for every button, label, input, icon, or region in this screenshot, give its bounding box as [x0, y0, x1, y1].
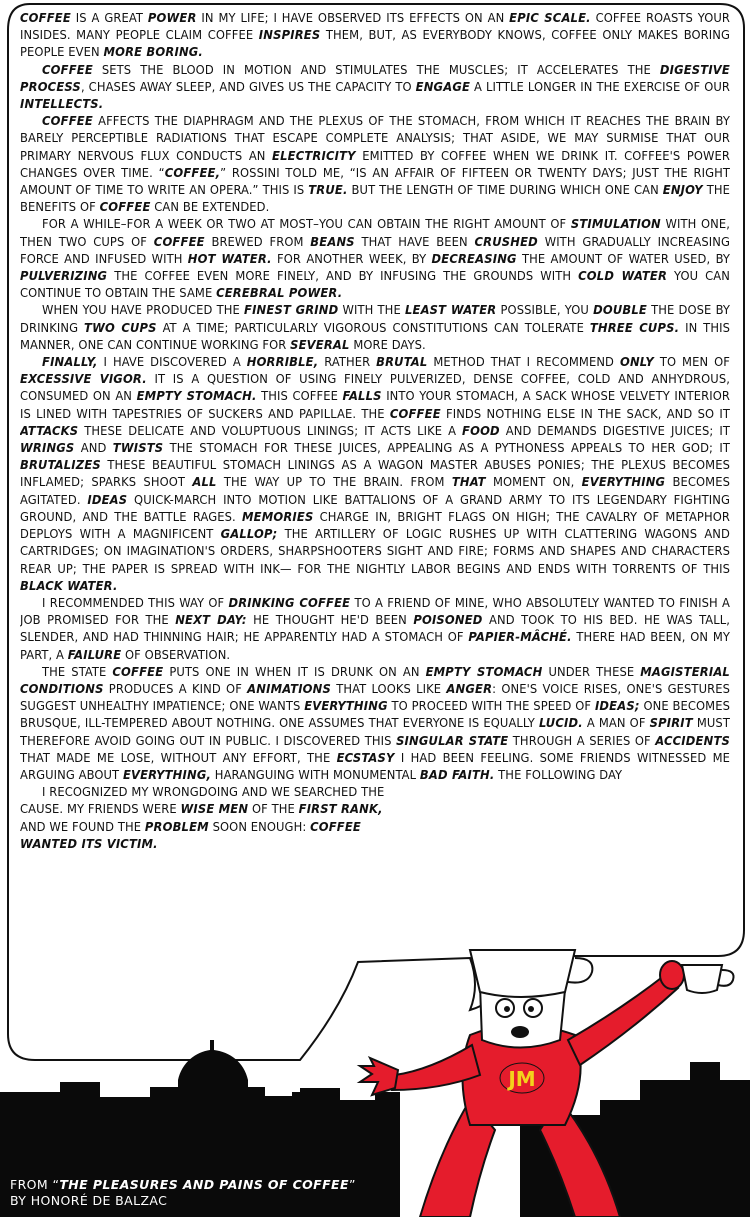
text-run: AND — [74, 441, 113, 457]
emphasized-text: LUCID. — [538, 716, 583, 732]
emphasized-text: MAGISTERIAL CONDITIONS — [20, 664, 730, 697]
emphasized-text: BLACK WATER. — [20, 578, 118, 594]
text-run: AND WE FOUND THE — [20, 819, 145, 835]
text-run: WHEN YOU HAVE PRODUCED THE — [42, 303, 244, 319]
source-caption — [10, 1177, 480, 1209]
emphasized-text: COFFEE, — [164, 165, 221, 181]
emphasized-text: FIRST RANK, — [298, 802, 383, 818]
text-run: HARANGUING WITH MONUMENTAL — [211, 767, 420, 783]
text-run: AT A TIME; PARTICULARLY VIGOROUS CONSTITUTIONS CAN TOLERATE — [156, 320, 590, 336]
emphasized-text: COFFEE — [42, 114, 93, 130]
emphasized-text: ANGER — [446, 681, 493, 697]
emphasized-text: PULVERIZING — [20, 269, 108, 285]
text-run: TO A FRIEND OF MINE, WHO ABSOLUTELY WANTED TO FINISH A JOB PROMISED FOR THE — [20, 595, 730, 629]
paragraph-6 — [20, 354, 730, 595]
text-run: THE AMOUNT OF WATER USED, BY — [516, 251, 730, 267]
text-run: YOU CAN CONTINUE TO OBTAIN THE SAME — [20, 269, 730, 302]
text-run: WITH ONE, THEN TWO CUPS OF — [20, 217, 730, 250]
emphasized-text: ENJOY — [662, 183, 703, 199]
emphasized-text: THAT — [451, 475, 486, 491]
text-run: , CHASES AWAY SLEEP, AND GIVES US THE CAPACITY TO — [80, 79, 416, 95]
text-run: HE THOUGHT HE'D BEEN — [246, 613, 414, 629]
text-run: WITH THE — [338, 303, 405, 319]
text-run: COFFEE ROASTS YOUR INSIDES. MANY PEOPLE CLAIM COFFEE — [20, 11, 730, 44]
emphasized-text: EVERYTHING — [581, 475, 666, 491]
text-run: BY HONORÉ DE BALZAC — [10, 1193, 168, 1208]
emphasized-text: FOOD — [462, 423, 500, 439]
text-run: TO PROCEED WITH THE SPEED OF — [387, 699, 595, 715]
text-run: I RECOMMENDED THIS WAY OF — [42, 595, 229, 611]
emphasized-text: ANIMATIONS — [247, 681, 331, 697]
text-run: ” ROSSINI TOLD ME, “IS AN AFFAIR OF FIFTEEN OR TWENTY DAYS; JUST THE RIGHT AMOUNT OF TIME TO WRITE AN OPERA.” THIS IS — [20, 165, 730, 199]
emphasized-text: DOUBLE — [593, 303, 647, 319]
text-run: WITH GRADUALLY INCREASING FORCE AND INFUSED WITH — [20, 234, 730, 267]
emphasized-text: SINGULAR STATE — [396, 733, 509, 749]
text-run: INTO YOUR STOMACH, A SACK WHOSE VELVETY INTERIOR IS LINED WITH TAPESTRIES OF SUCKERS AND PAPILLAE. THE — [20, 389, 730, 422]
emphasized-text: EMPTY STOMACH. — [136, 389, 257, 405]
hero-left-hand — [360, 1058, 398, 1095]
text-run: BREWED FROM — [204, 234, 311, 250]
emphasized-text: SEVERAL — [290, 337, 350, 353]
text-run: POSSIBLE, YOU — [496, 303, 594, 319]
text-run: FINDS NOTHING ELSE IN THE SACK, AND SO IT — [440, 406, 730, 422]
emphasized-text: FINALLY, — [42, 355, 98, 371]
emphasized-text: DIGESTIVE PROCESS — [20, 62, 730, 95]
emphasized-text: EVERYTHING, — [122, 767, 212, 783]
text-run: THESE BEAUTIFUL STOMACH LININGS AS A WAGON MASTER ABUSES PONIES; THE PLEXUS BECOMES INFLAMED; SPARKS SHOOT — [20, 458, 730, 491]
emphasized-text: PROBLEM — [144, 819, 209, 835]
text-run: BECOMES AGITATED. — [20, 475, 730, 508]
emphasized-text: FALLS — [342, 389, 382, 405]
emphasized-text: COLD WATER — [578, 269, 668, 285]
emphasized-text: ONLY — [619, 355, 654, 371]
text-run: RATHER — [318, 355, 377, 371]
emphasized-text: EVERYTHING — [304, 699, 388, 715]
emphasized-text: INSPIRES — [258, 28, 321, 44]
hero-emblem-letters: JM — [508, 1067, 536, 1091]
emphasized-text: EMPTY STOMACH — [425, 664, 543, 680]
emphasized-text: COFFEE — [153, 234, 205, 250]
emphasized-text: TWISTS — [112, 441, 164, 457]
text-run: MOMENT ON, — [485, 475, 582, 491]
emphasized-text: THE PLEASURES AND PAINS OF COFFEE — [59, 1177, 349, 1192]
emphasized-text: EPIC SCALE. — [509, 11, 591, 26]
skyline-tower-top — [690, 1062, 720, 1082]
text-run: A MAN OF — [582, 716, 650, 732]
emphasized-text: LEAST WATER — [404, 303, 497, 319]
emphasized-text: MEMORIES — [241, 509, 314, 525]
text-run: QUICK-MARCH INTO MOTION LIKE BATTALIONS OF A GRAND ARMY TO ITS LEGENDARY FIGHTING GROUND, AND THE BATTLE RAGES. — [20, 492, 730, 525]
emphasized-text: SPIRIT — [649, 716, 693, 732]
emphasized-text: TWO CUPS — [84, 320, 157, 336]
text-run: AND DEMANDS DIGESTIVE JUICES; IT — [499, 423, 730, 439]
text-run: THAT HAVE BEEN — [354, 234, 475, 250]
speech-bubble-text — [20, 10, 730, 1060]
text-run: AFFECTS THE DIAPHRAGM AND THE PLEXUS OF THE STOMACH, FROM WHICH IT REACHES THE BRAIN BY BARELY PERCEPTIBLE RADIATIONS THAT ESCAPE COMPLETE ANALYSIS; THAT ASIDE, WE MAY SURMISE THAT OUR PRIMARY NERVOUS FLUX CONDUCTS AN — [20, 114, 730, 164]
emphasized-text: ELECTRICITY — [272, 148, 356, 164]
emphasized-text: WISE MEN — [180, 802, 249, 818]
text-run: THEM, BUT, AS EVERYBODY KNOWS, COFFEE ONLY MAKES BORING PEOPLE EVEN — [20, 28, 730, 61]
text-run: I HAVE DISCOVERED A — [97, 355, 247, 371]
paragraph-1 — [20, 10, 730, 62]
text-run: THERE HAD BEEN, ON MY PART, A — [20, 630, 730, 663]
text-run: CHARGE IN, BRIGHT FLAGS ON HIGH; THE CAVALRY OF METAPHOR DEPLOYS WITH A MAGNIFICENT — [20, 509, 730, 543]
text-run: THESE DELICATE AND VOLUPTUOUS LININGS; IT ACTS LIKE A — [78, 423, 463, 439]
text-run: EMITTED BY COFFEE WHEN WE DRINK IT. COFFEE'S POWER CHANGES OVER TIME. “ — [20, 148, 730, 181]
emphasized-text: EXCESSIVE VIGOR. — [20, 372, 147, 388]
text-run: THAT MADE ME LOSE, WITHOUT ANY EFFORT, THE — [20, 750, 337, 766]
paragraph-7 — [20, 595, 730, 664]
paragraph-9 — [20, 784, 400, 853]
paragraph-8 — [20, 664, 730, 784]
emphasized-text: ATTACKS — [20, 423, 79, 439]
text-run: I HAD BEEN FEELING. SOME FRIENDS WITNESSED ME ARGUING ABOUT — [20, 750, 730, 783]
text-run: IS A GREAT — [70, 11, 148, 26]
text-run: THE WAY UP TO THE BRAIN. FROM — [216, 475, 452, 491]
text-run: IN MY LIFE; I HAVE OBSERVED ITS EFFECTS ON AN — [196, 11, 510, 26]
emphasized-text: ALL — [192, 475, 217, 491]
text-run: MUST THEREFORE AVOID GOING OUT IN PUBLIC. I DISCOVERED THIS — [20, 716, 730, 749]
emphasized-text: HOT WATER. — [187, 251, 272, 267]
text-run: THE FOLLOWING DAY — [494, 767, 623, 783]
emphasized-text: FINEST GRIND — [244, 303, 339, 319]
emphasized-text: ENGAGE — [415, 79, 471, 95]
text-run: UNDER THESE — [542, 664, 641, 680]
paragraph-2 — [20, 62, 730, 114]
emphasized-text: ACCIDENTS — [655, 733, 730, 749]
text-run: OF THE — [248, 802, 299, 818]
text-run: : ONE'S VOICE RISES, ONE'S GESTURES SUGGEST UNHEALTHY IMPATIENCE; ONE WANTS — [20, 681, 730, 715]
emphasized-text: WRINGS — [20, 441, 75, 457]
text-run: THIS COFFEE — [256, 389, 343, 405]
emphasized-text: POISONED — [413, 613, 483, 629]
emphasized-text: NEXT DAY: — [175, 613, 247, 629]
text-run: OF OBSERVATION. — [121, 647, 231, 663]
emphasized-text: CRUSHED — [474, 234, 538, 250]
emphasized-text: POWER — [147, 11, 197, 26]
caption-title-line — [10, 1177, 480, 1193]
text-run: TO MEN OF — [653, 355, 730, 371]
emphasized-text: COFFEE — [389, 406, 441, 422]
emphasized-text: TRUE. — [308, 183, 348, 199]
text-run: FOR A WHILE–FOR A WEEK OR TWO AT MOST–YOU CAN OBTAIN THE RIGHT AMOUNT OF — [42, 217, 571, 233]
emphasized-text: BEANS — [310, 234, 355, 250]
text-run: MORE DAYS. — [349, 337, 426, 353]
text-run: THE ARTILLERY OF LOGIC RUSHES UP WITH CLATTERING WAGONS AND CARTRIDGES; ON IMAGINATION'S ORDERS, SHARPSHOOTERS SIGHT AND FIRE; FORMS AND SHAPES AND CHARACTERS REAR UP; THE PAPER IS SPREAD WITH INK— FOR THE NIGHTLY LABOR BEGINS AND ENDS WITH TORRENTS OF THIS — [20, 527, 730, 577]
text-run: A LITTLE LONGER IN THE EXERCISE OF OUR — [470, 79, 730, 95]
emphasized-text: COFFEE — [112, 664, 164, 680]
text-run: ONE BECOMES BRUSQUE, ILL-TEMPERED ABOUT NOTHING. ONE ASSUMES THAT EVERYONE IS EQUALLY — [20, 699, 730, 732]
paragraph-3 — [20, 113, 730, 216]
text-run: SOON ENOUGH: — [208, 819, 311, 835]
text-run: PUTS ONE IN WHEN IT IS DRUNK ON AN — [163, 664, 426, 680]
emphasized-text: BRUTAL — [376, 355, 428, 371]
text-run: ” — [348, 1177, 356, 1192]
emphasized-text: COFFEE — [42, 62, 93, 78]
text-run: CAN BE EXTENDED. — [150, 200, 270, 216]
text-run: THE STATE — [42, 664, 113, 680]
text-run: IN THIS MANNER, ONE CAN CONTINUE WORKING FOR — [20, 320, 730, 353]
paragraph-4 — [20, 216, 730, 302]
paragraph-5 — [20, 302, 730, 354]
text-run: BUT THE LENGTH OF TIME DURING WHICH ONE CAN — [347, 183, 663, 199]
emphasized-text: DECREASING — [431, 251, 517, 267]
text-run: THROUGH A SERIES OF — [508, 733, 656, 749]
emphasized-text: COFFEE — [99, 200, 151, 216]
caption-author-line — [10, 1193, 480, 1209]
text-run: SETS THE BLOOD IN MOTION AND STIMULATES THE MUSCLES; IT ACCELERATES THE — [92, 62, 660, 78]
emphasized-text: COFFEE — [20, 11, 71, 26]
emphasized-text: INTELLECTS. — [20, 97, 104, 113]
emphasized-text: BAD FAITH. — [419, 767, 495, 783]
text-run: METHOD THAT I RECOMMEND — [427, 355, 620, 371]
text-run: PRODUCES A KIND OF — [103, 681, 248, 697]
emphasized-text: FAILURE — [67, 647, 122, 663]
emphasized-text: GALLOP; — [220, 527, 278, 543]
text-run: THE STOMACH FOR THESE JUICES, APPEALING AS A PYTHONESS APPEALS TO HER GOD; IT — [163, 441, 730, 457]
emphasized-text: IDEAS — [87, 492, 128, 508]
emphasized-text: IDEAS; — [594, 699, 640, 715]
emphasized-text: MORE BORING. — [103, 45, 203, 61]
emphasized-text: HORRIBLE, — [246, 355, 319, 371]
emphasized-text: COFFEE WANTED ITS VICTIM. — [20, 819, 361, 852]
text-run: AND TOOK TO HIS BED. HE WAS TALL, SLENDER, AND HAD THINNING HAIR; HE APPARENTLY HAD A STOMACH OF — [20, 613, 730, 646]
text-run: THE COFFEE EVEN MORE FINELY, AND BY INFUSING THE GROUNDS WITH — [107, 269, 579, 285]
emphasized-text: BRUTALIZES — [20, 458, 101, 474]
text-run: THE DOSE BY DRINKING — [20, 303, 730, 336]
emphasized-text: THREE CUPS. — [589, 320, 680, 336]
text-run: THE BENEFITS OF — [20, 183, 730, 216]
emphasized-text: CEREBRAL POWER. — [216, 286, 343, 302]
text-run: I RECOGNIZED MY WRONGDOING AND WE SEARCHED THE CAUSE. MY FRIENDS WERE — [20, 785, 385, 818]
text-run: FROM “ — [10, 1177, 60, 1192]
emphasized-text: ECSTASY — [336, 750, 395, 766]
emphasized-text: STIMULATION — [570, 217, 661, 233]
text-run: IT IS A QUESTION OF USING FINELY PULVERIZED, DENSE COFFEE, COLD AND ANHYDROUS, CONSUMED ON AN — [20, 372, 730, 405]
text-run: THAT LOOKS LIKE — [331, 681, 447, 697]
text-run: FOR ANOTHER WEEK, BY — [271, 251, 432, 267]
emphasized-text: PAPIER-MÂCHÉ. — [468, 630, 572, 646]
emphasized-text: DRINKING COFFEE — [228, 595, 351, 611]
